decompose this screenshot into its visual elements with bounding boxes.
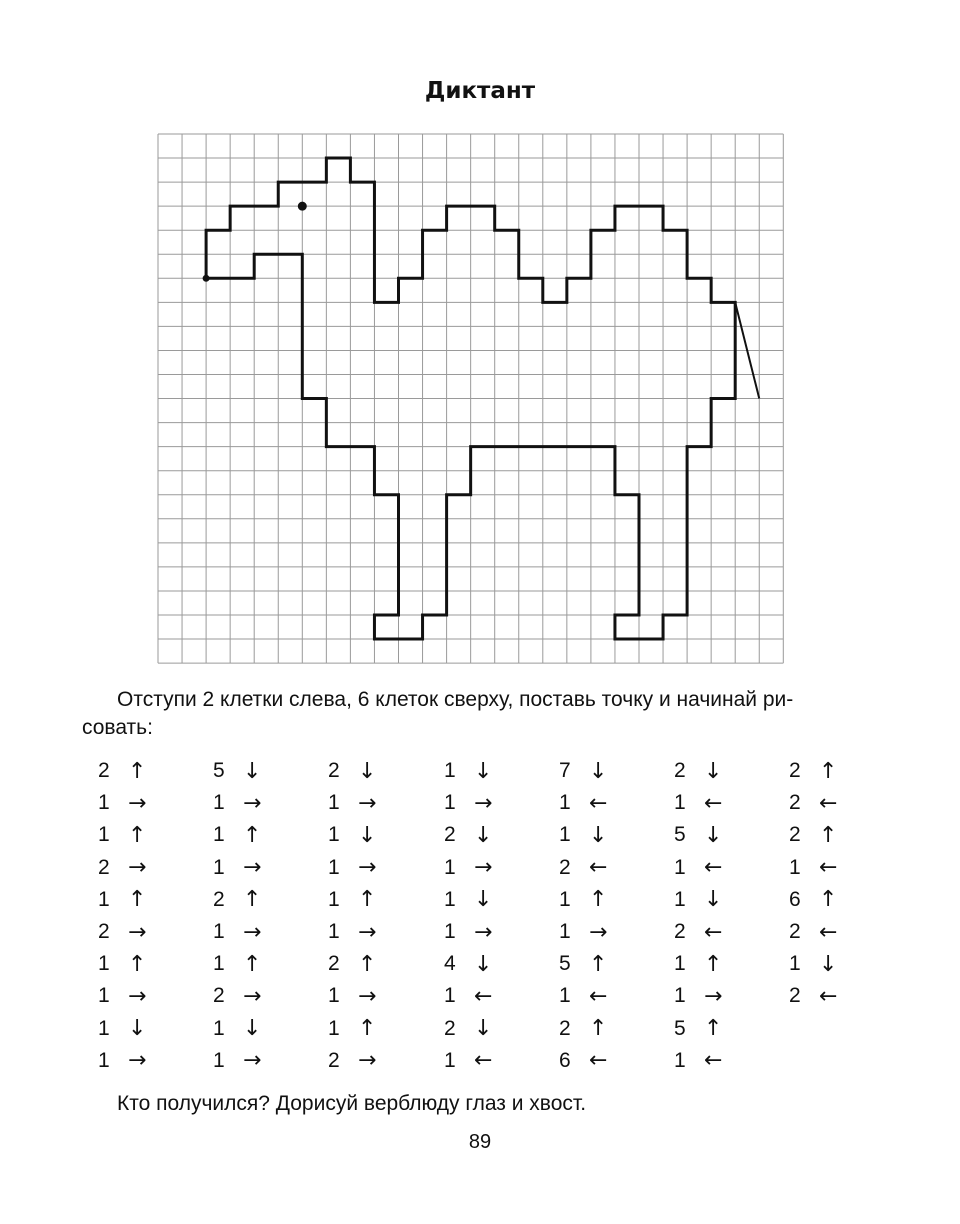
- grid-lines: [158, 134, 783, 663]
- step-row: [674, 884, 784, 916]
- step-direction-icon: ↑: [128, 758, 147, 784]
- step-direction-icon: ↑: [358, 1016, 377, 1042]
- step-count: 1: [674, 791, 686, 815]
- step-direction-icon: ←: [819, 855, 838, 881]
- step-count: 1: [559, 984, 571, 1008]
- step-direction-icon: →: [243, 1048, 262, 1074]
- step-row: [444, 884, 554, 916]
- step-count: 1: [98, 887, 110, 911]
- step-column-5: [559, 755, 669, 1077]
- page-title: Диктант: [424, 78, 536, 104]
- step-count: 1: [213, 823, 225, 847]
- step-direction-icon: ↑: [243, 822, 262, 848]
- step-row: [98, 852, 208, 884]
- step-count: 1: [213, 1016, 225, 1040]
- step-direction-icon: ↓: [243, 758, 262, 784]
- step-direction-icon: ←: [704, 855, 723, 881]
- step-row: [559, 916, 669, 948]
- step-count: 1: [213, 920, 225, 944]
- step-direction-icon: ↓: [704, 887, 723, 913]
- step-direction-icon: ↓: [358, 758, 377, 784]
- step-count: 7: [559, 759, 571, 783]
- step-direction-icon: ↑: [819, 822, 838, 848]
- step-direction-icon: ↓: [128, 1016, 147, 1042]
- step-column-6: [674, 755, 784, 1077]
- step-direction-icon: →: [358, 855, 377, 881]
- step-count: 2: [674, 759, 686, 783]
- step-row: [559, 1013, 669, 1045]
- step-count: 2: [328, 1048, 340, 1072]
- step-row: [213, 787, 323, 819]
- step-row: [444, 1013, 554, 1045]
- step-direction-icon: ↓: [474, 887, 493, 913]
- step-direction-icon: ↓: [474, 758, 493, 784]
- step-count: 5: [213, 759, 225, 783]
- step-row: [444, 852, 554, 884]
- step-row: [328, 787, 438, 819]
- step-column-4: [444, 755, 554, 1077]
- step-row: [328, 948, 438, 980]
- step-row: [559, 819, 669, 851]
- camel-eye: [298, 202, 307, 211]
- step-count: 4: [444, 952, 456, 976]
- step-row: [559, 787, 669, 819]
- step-direction-icon: →: [589, 919, 608, 945]
- step-count: 1: [444, 791, 456, 815]
- step-direction-icon: ↓: [704, 822, 723, 848]
- step-row: [444, 916, 554, 948]
- step-direction-icon: ↓: [589, 758, 608, 784]
- step-direction-icon: →: [704, 983, 723, 1009]
- step-direction-icon: ←: [819, 919, 838, 945]
- step-row: [98, 916, 208, 948]
- step-row: [444, 1045, 554, 1077]
- step-count: 1: [559, 887, 571, 911]
- step-count: 5: [674, 1016, 686, 1040]
- step-count: 1: [789, 855, 801, 879]
- step-row: [674, 755, 784, 787]
- step-row: [559, 1045, 669, 1077]
- step-direction-icon: ←: [589, 855, 608, 881]
- step-direction-icon: →: [358, 919, 377, 945]
- step-direction-icon: →: [128, 855, 147, 881]
- step-direction-icon: ↑: [704, 1016, 723, 1042]
- step-direction-icon: ↑: [704, 951, 723, 977]
- step-row: [444, 948, 554, 980]
- step-count: 2: [328, 952, 340, 976]
- step-direction-icon: ←: [589, 983, 608, 1009]
- step-count: 1: [559, 920, 571, 944]
- step-direction-icon: ↓: [358, 822, 377, 848]
- step-count: 1: [444, 759, 456, 783]
- step-direction-icon: ↓: [474, 1016, 493, 1042]
- step-count: 1: [444, 920, 456, 944]
- step-direction-icon: →: [128, 790, 147, 816]
- step-direction-icon: ←: [704, 1048, 723, 1074]
- step-count: 1: [674, 887, 686, 911]
- step-count: 1: [674, 952, 686, 976]
- page-number: 89: [468, 1131, 492, 1153]
- step-row: [213, 1013, 323, 1045]
- step-direction-icon: →: [358, 983, 377, 1009]
- step-row: [98, 755, 208, 787]
- step-row: [674, 948, 784, 980]
- step-count: 1: [213, 855, 225, 879]
- step-direction-icon: ↑: [819, 887, 838, 913]
- step-count: 1: [444, 984, 456, 1008]
- step-row: [444, 819, 554, 851]
- step-count: 2: [789, 759, 801, 783]
- step-row: [98, 1045, 208, 1077]
- step-count: 1: [328, 855, 340, 879]
- step-count: 1: [559, 791, 571, 815]
- step-direction-icon: ↑: [358, 951, 377, 977]
- step-count: 2: [98, 759, 110, 783]
- step-row: [444, 755, 554, 787]
- step-row: [674, 980, 784, 1012]
- step-count: 1: [328, 984, 340, 1008]
- step-direction-icon: ←: [474, 983, 493, 1009]
- step-direction-icon: ↑: [589, 951, 608, 977]
- step-count: 1: [559, 823, 571, 847]
- step-row: [98, 980, 208, 1012]
- step-count: 1: [98, 823, 110, 847]
- step-row: [789, 787, 899, 819]
- step-count: 1: [98, 1016, 110, 1040]
- step-direction-icon: →: [243, 983, 262, 1009]
- step-direction-icon: ←: [819, 983, 838, 1009]
- step-direction-icon: ↑: [243, 951, 262, 977]
- instructions-line-2: совать:: [82, 716, 153, 739]
- step-count: 1: [98, 791, 110, 815]
- step-row: [98, 819, 208, 851]
- step-row: [789, 755, 899, 787]
- step-count: 2: [789, 920, 801, 944]
- step-count: 2: [789, 823, 801, 847]
- step-count: 2: [98, 920, 110, 944]
- step-direction-icon: ↑: [358, 887, 377, 913]
- step-direction-icon: →: [474, 855, 493, 881]
- step-row: [328, 916, 438, 948]
- step-row: [559, 852, 669, 884]
- step-column-1: [98, 755, 208, 1077]
- step-count: 1: [213, 952, 225, 976]
- step-direction-icon: ←: [704, 790, 723, 816]
- step-count: 6: [559, 1048, 571, 1072]
- closing-question: Кто получился? Дорисуй верблюду глаз и хвост.: [117, 1092, 587, 1115]
- step-count: 5: [674, 823, 686, 847]
- step-row: [213, 755, 323, 787]
- step-row: [444, 787, 554, 819]
- step-count: 1: [328, 1016, 340, 1040]
- step-direction-icon: ↑: [589, 887, 608, 913]
- step-direction-icon: →: [358, 790, 377, 816]
- step-row: [674, 852, 784, 884]
- step-count: 2: [789, 984, 801, 1008]
- step-direction-icon: ↑: [128, 887, 147, 913]
- step-row: [98, 1013, 208, 1045]
- step-direction-icon: ↓: [589, 822, 608, 848]
- step-count: 1: [328, 823, 340, 847]
- step-row: [789, 819, 899, 851]
- step-direction-icon: →: [128, 983, 147, 1009]
- step-row: [328, 819, 438, 851]
- step-count: 2: [559, 1016, 571, 1040]
- step-row: [444, 980, 554, 1012]
- step-row: [213, 884, 323, 916]
- step-row: [328, 1045, 438, 1077]
- step-count: 1: [674, 855, 686, 879]
- step-row: [789, 916, 899, 948]
- step-direction-icon: ↑: [819, 758, 838, 784]
- step-count: 6: [789, 887, 801, 911]
- step-count: 2: [328, 759, 340, 783]
- step-row: [328, 884, 438, 916]
- step-column-2: [213, 755, 323, 1077]
- step-row: [559, 980, 669, 1012]
- step-row: [789, 980, 899, 1012]
- step-direction-icon: ↓: [474, 822, 493, 848]
- step-direction-icon: ↓: [474, 951, 493, 977]
- step-count: 1: [444, 1048, 456, 1072]
- step-direction-icon: ↑: [589, 1016, 608, 1042]
- step-count: 1: [674, 1048, 686, 1072]
- step-row: [789, 948, 899, 980]
- step-direction-icon: ↑: [128, 951, 147, 977]
- step-row: [559, 948, 669, 980]
- step-row: [213, 948, 323, 980]
- step-row: [789, 884, 899, 916]
- step-direction-icon: ←: [474, 1048, 493, 1074]
- step-count: 5: [559, 952, 571, 976]
- step-column-7: [789, 755, 899, 1013]
- step-row: [213, 1045, 323, 1077]
- step-count: 2: [559, 855, 571, 879]
- step-count: 2: [674, 920, 686, 944]
- step-count: 1: [98, 952, 110, 976]
- step-direction-icon: ↓: [243, 1016, 262, 1042]
- step-direction-icon: →: [358, 1048, 377, 1074]
- instructions: [82, 686, 862, 739]
- step-row: [328, 1013, 438, 1045]
- step-row: [328, 852, 438, 884]
- step-row: [98, 884, 208, 916]
- step-count: 2: [789, 791, 801, 815]
- step-row: [674, 1045, 784, 1077]
- step-count: 1: [328, 791, 340, 815]
- start-dot: [203, 275, 210, 282]
- step-row: [213, 980, 323, 1012]
- step-count: 1: [444, 887, 456, 911]
- step-row: [559, 755, 669, 787]
- step-row: [674, 916, 784, 948]
- step-direction-icon: ↑: [128, 822, 147, 848]
- step-direction-icon: →: [243, 919, 262, 945]
- step-direction-icon: →: [474, 919, 493, 945]
- step-count: 1: [98, 984, 110, 1008]
- step-count: 1: [213, 791, 225, 815]
- step-row: [674, 819, 784, 851]
- step-row: [559, 884, 669, 916]
- step-count: 2: [213, 984, 225, 1008]
- instructions-line-1: Отступи 2 клетки слева, 6 клеток сверху, поставь точку и начинай ри-: [117, 688, 794, 711]
- step-row: [789, 852, 899, 884]
- step-direction-icon: ←: [819, 790, 838, 816]
- step-count: 2: [444, 1016, 456, 1040]
- step-direction-icon: ←: [704, 919, 723, 945]
- step-count: 1: [328, 887, 340, 911]
- step-direction-icon: →: [474, 790, 493, 816]
- step-direction-icon: ↑: [243, 887, 262, 913]
- step-row: [213, 916, 323, 948]
- step-direction-icon: →: [243, 855, 262, 881]
- step-direction-icon: ←: [589, 1048, 608, 1074]
- step-count: 1: [674, 984, 686, 1008]
- step-direction-icon: →: [128, 919, 147, 945]
- step-count: 1: [789, 952, 801, 976]
- step-direction-icon: ←: [589, 790, 608, 816]
- step-column-3: [328, 755, 438, 1077]
- step-direction-icon: ↓: [819, 951, 838, 977]
- step-direction-icon: ↓: [704, 758, 723, 784]
- step-row: [328, 755, 438, 787]
- step-count: 2: [98, 855, 110, 879]
- step-count: 2: [444, 823, 456, 847]
- step-row: [213, 819, 323, 851]
- step-direction-icon: →: [243, 790, 262, 816]
- step-count: 1: [328, 920, 340, 944]
- step-count: 1: [444, 855, 456, 879]
- step-row: [213, 852, 323, 884]
- step-row: [674, 787, 784, 819]
- step-row: [98, 787, 208, 819]
- step-direction-icon: →: [128, 1048, 147, 1074]
- step-row: [674, 1013, 784, 1045]
- step-row: [328, 980, 438, 1012]
- step-count: 1: [213, 1048, 225, 1072]
- step-count: 1: [98, 1048, 110, 1072]
- step-row: [98, 948, 208, 980]
- step-count: 2: [213, 887, 225, 911]
